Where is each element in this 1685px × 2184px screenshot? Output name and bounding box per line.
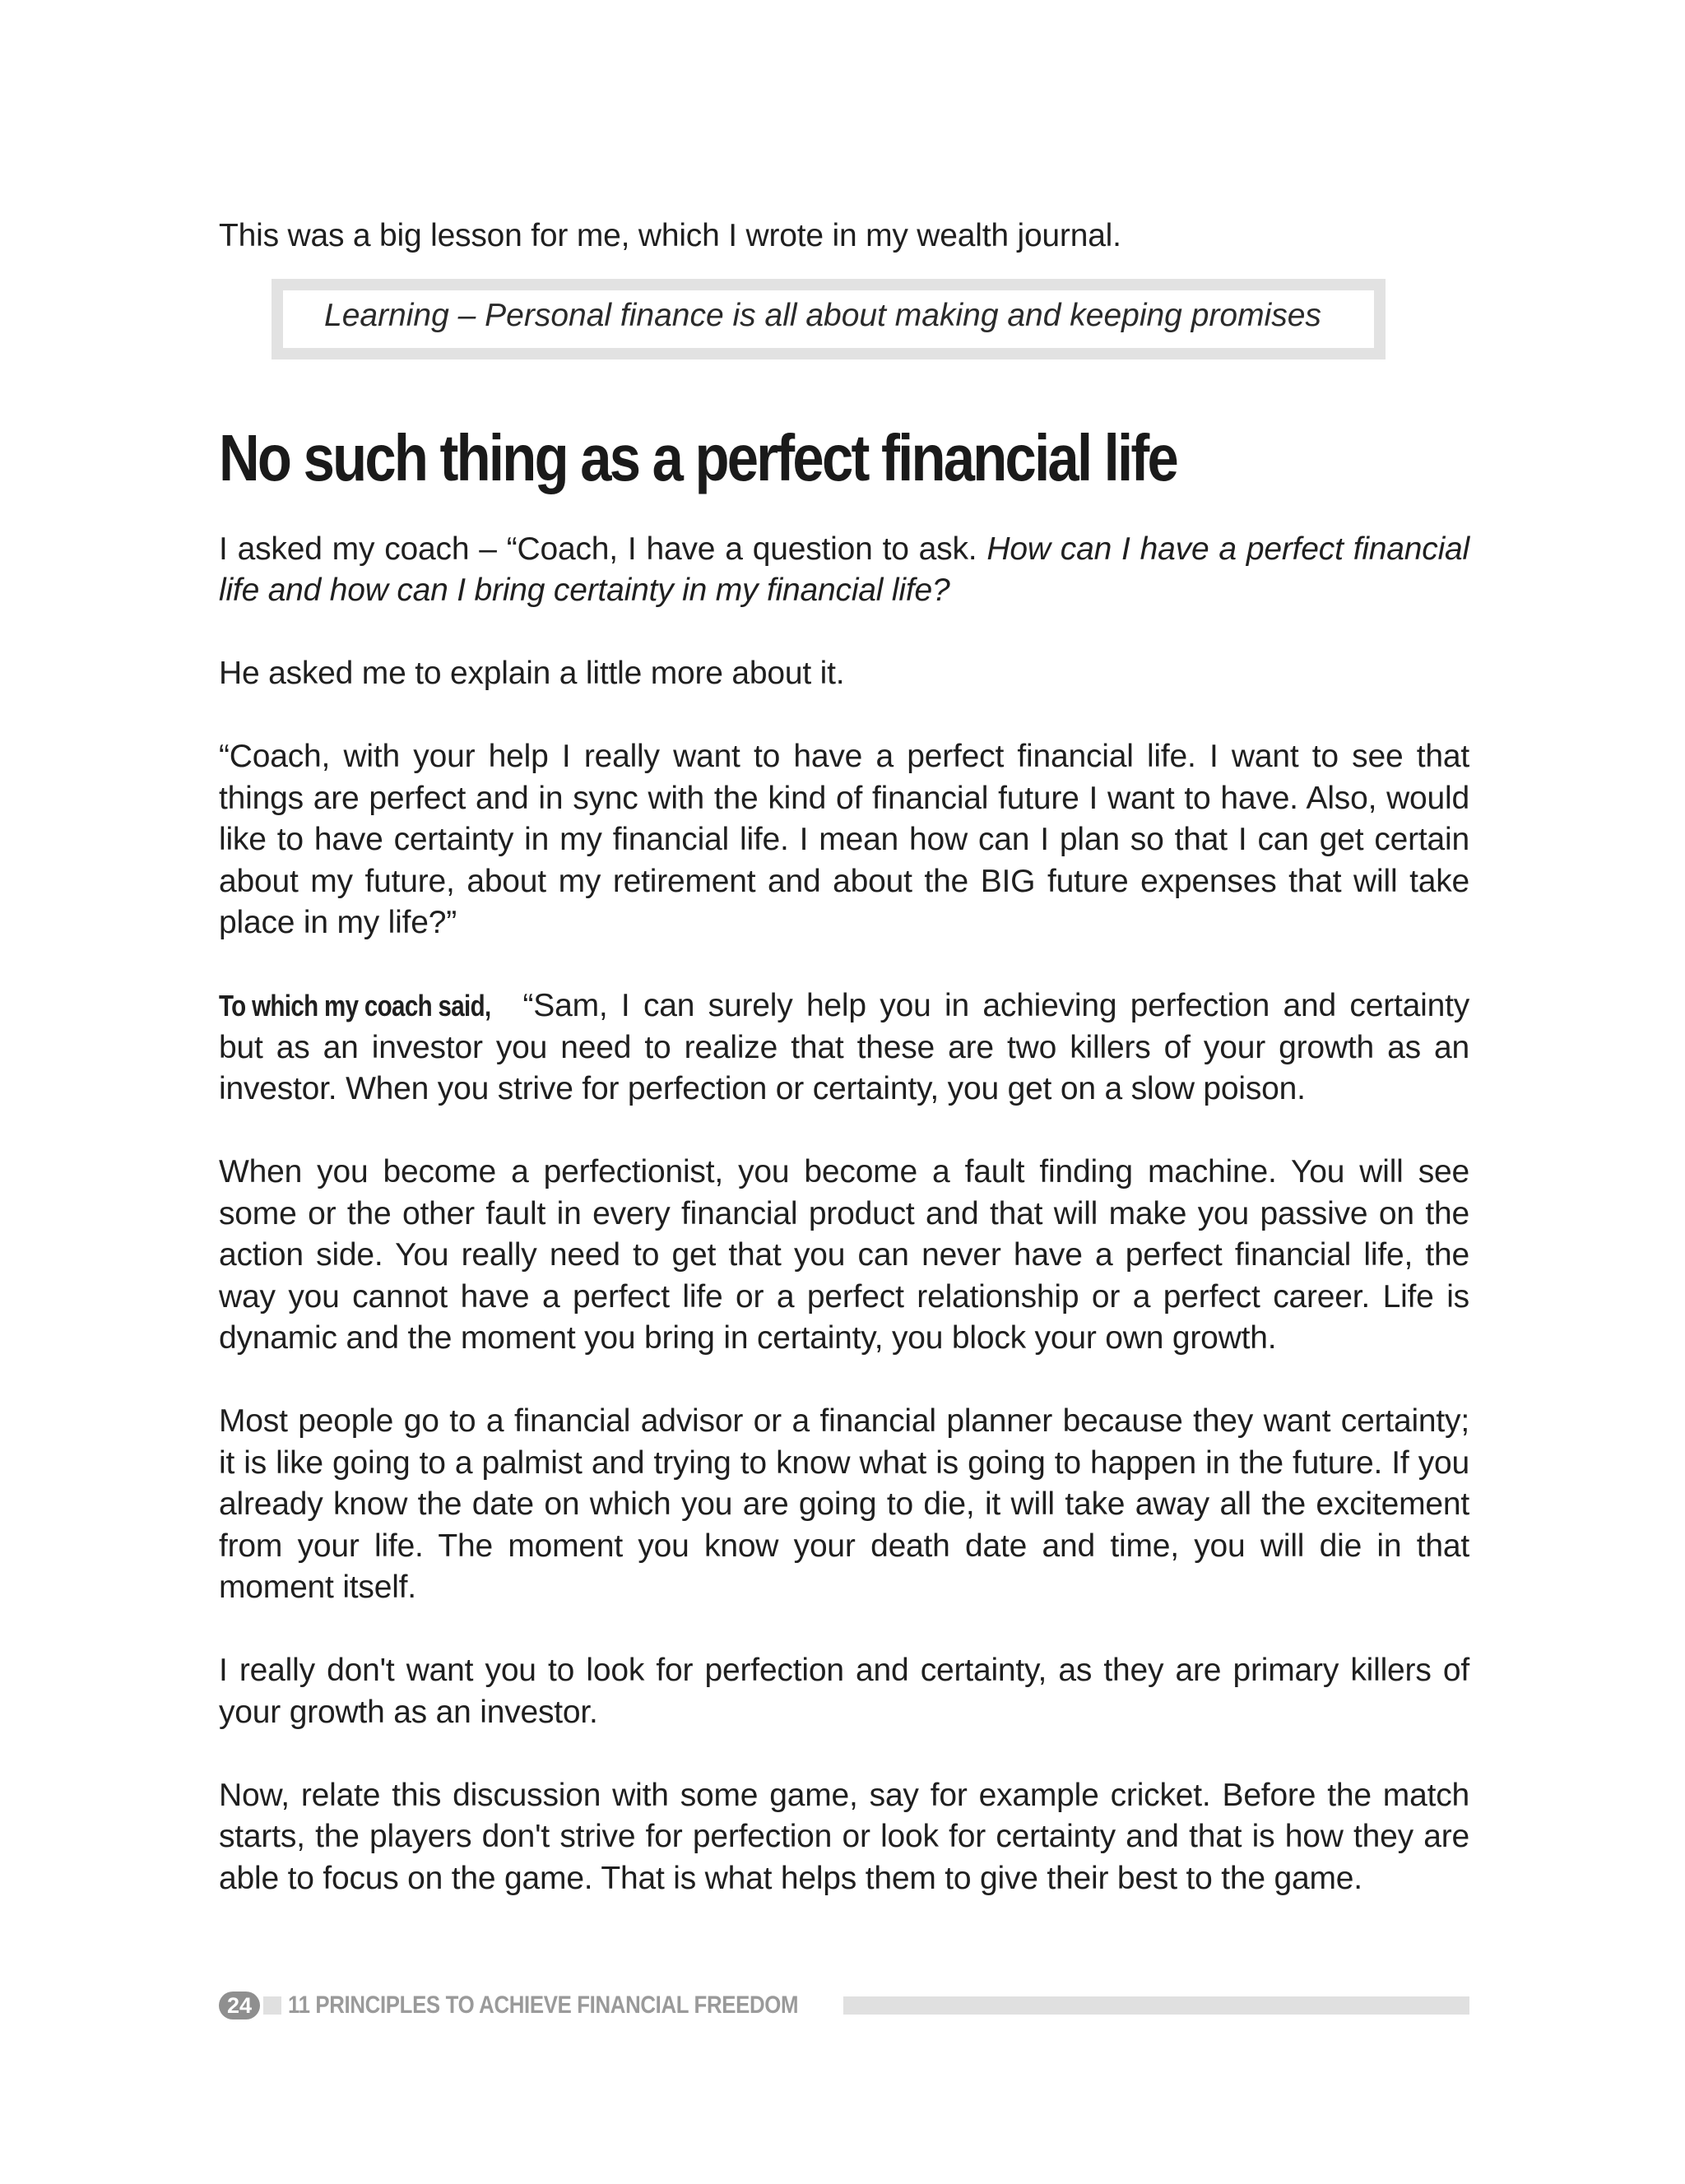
paragraph-perfectionist: When you become a perfectionist, you become a fault finding machine. You will see some or the other fault in every financial product and that will make you passive on the action side. You really need to get that you can never have a perfect financial life, the way you cannot have a perfect life or a perfect relationship or a perfect career. Life is dynamic and the moment you bring in certainty, you block your own growth. [219, 1154, 1469, 1356]
page-content [219, 216, 1469, 1941]
question-italic: How can I have a perfect financial life and how can I bring certainty in my financial life? [219, 531, 1469, 608]
paragraph-killers: I really don't want you to look for perfection and certainty, as they are primary killers of your growth as an investor. [219, 1653, 1469, 1730]
paragraph-cricket: Now, relate this discussion with some game, say for example cricket. Before the match starts, the players don't strive for perfection or look for certainty and that is how they are able to focus on the game. That is what helps them to give their best to the game. [219, 1777, 1469, 1896]
section-heading: No such thing as a perfect financial life [219, 420, 1177, 494]
question-lead: I asked my coach – “Coach, I have a question to ask. [219, 531, 987, 567]
paragraph-coach-reply [219, 985, 1469, 1111]
learning-callout-text: Learning – Personal finance is all about making and keeping promises [324, 297, 1321, 333]
page-number-badge: 24 [219, 1992, 260, 2019]
footer-divider-block [263, 1996, 281, 2015]
paragraph-request: “Coach, with your help I really want to have a perfect financial life. I want to see that things are perfect and in sync with the kind of financial future I want to have. Also, would like to have certainty in my financial life. I mean how can I plan so that I can get certain about my future, about my retirement and about the BIG future expenses that will take place in my life?” [219, 739, 1469, 940]
paragraph-certainty: Most people go to a financial advisor or a financial planner because they want certainty; it is like going to a palmist and trying to know what is going to happen in the future. If you already know the date on which you are going to die, it will take away all the excitement from your life. The moment you know your death date and time, you will die in that moment itself. [219, 1403, 1469, 1605]
footer-rule [843, 1996, 1469, 2015]
coach-reply-lead: To which my coach said, [219, 989, 491, 1022]
book-title: 11 PRINCIPLES TO ACHIEVE FINANCIAL FREEDOM [288, 1992, 799, 2019]
page-footer [219, 1989, 1469, 2022]
paragraph-question [219, 529, 1469, 612]
learning-callout-box [272, 279, 1386, 359]
intro-paragraph: This was a big lesson for me, which I wrote in my wealth journal. [219, 218, 1121, 253]
paragraph-explain: He asked me to explain a little more about it. [219, 656, 845, 691]
coach-reply-text: “Sam, I can surely help you in achieving perfection and certainty but as an investor you need to realize that these are two killers of your growth as an investor. When you strive for perfection or certainty, you get on a slow poison. [219, 988, 1469, 1106]
